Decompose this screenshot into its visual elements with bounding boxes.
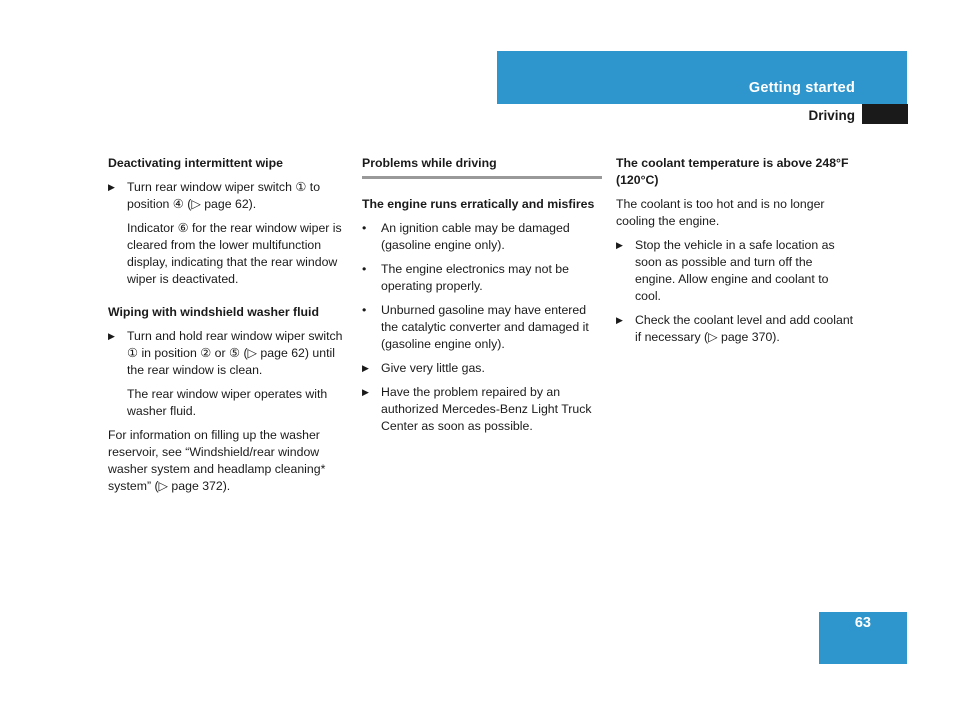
- column-2: [362, 155, 602, 442]
- step-arrow-icon: ▶: [362, 387, 369, 397]
- paragraph: Indicator ⑥ for the rear window wiper is cleared from the lower multifunction display, indicating that the rear window wiper is deactivated.: [127, 221, 342, 286]
- bullet-icon: •: [362, 303, 367, 317]
- step-item: [108, 328, 348, 379]
- step-text: Stop the vehicle in a safe location as soon as possible and turn off the engine. Allow engine and coolant to cool.: [635, 238, 835, 303]
- step-text: Turn and hold rear window wiper switch ① in position ② or ⑤ (▷ page 62) until the rear window is clean.: [127, 329, 343, 377]
- step-item: [108, 179, 348, 213]
- bullet-text: The engine electronics may not be operating properly.: [381, 262, 569, 293]
- bullet-item: [362, 302, 602, 353]
- step-item: [362, 360, 602, 377]
- step-arrow-icon: ▶: [616, 315, 623, 325]
- section-title: Getting started: [748, 80, 855, 96]
- step-text: Turn rear window wiper switch ① to position ④ (▷ page 62).: [127, 180, 321, 211]
- step-text: Give very little gas.: [381, 361, 485, 375]
- heading-wiping-with-washer-fluid: Wiping with windshield washer fluid: [108, 305, 319, 319]
- bullet-item: [362, 261, 602, 295]
- bullet-text: An ignition cable may be damaged (gasoline engine only).: [381, 221, 570, 252]
- step-arrow-icon: ▶: [616, 240, 623, 250]
- paragraph: The rear window wiper operates with washer fluid.: [127, 387, 328, 418]
- column-1: [108, 155, 348, 502]
- bullet-item: [362, 220, 602, 254]
- bullet-icon: •: [362, 262, 367, 276]
- step-item: [616, 312, 856, 346]
- column-3: [616, 155, 856, 353]
- bullet-text: Unburned gasoline may have entered the catalytic converter and damaged it (gasoline engine only).: [381, 303, 589, 351]
- heading-deactivating-intermittent-wipe: Deactivating intermittent wipe: [108, 156, 283, 170]
- heading-coolant-temperature: The coolant temperature is above 248°F (120°C): [616, 156, 849, 187]
- step-text: Have the problem repaired by an authorized Mercedes-Benz Light Truck Center as soon as possible.: [381, 385, 592, 433]
- step-item: [616, 237, 856, 305]
- step-arrow-icon: ▶: [108, 331, 115, 341]
- step-arrow-icon: ▶: [108, 182, 115, 192]
- paragraph: For information on filling up the washer reservoir, see “Windshield/rear window washer system and headlamp cleaning* system” (▷ page 372).: [108, 428, 326, 493]
- step-item: [362, 384, 602, 435]
- heading-engine-runs-erratically: The engine runs erratically and misfires: [362, 197, 595, 211]
- subsection-marker: [862, 104, 908, 124]
- subsection-title: Driving: [808, 108, 855, 123]
- header-band: [497, 51, 907, 104]
- heading-problems-while-driving: Problems while driving: [362, 155, 602, 179]
- bullet-icon: •: [362, 221, 367, 235]
- page-number: 63: [854, 615, 871, 631]
- step-text: Check the coolant level and add coolant if necessary (▷ page 370).: [635, 313, 854, 344]
- paragraph: The coolant is too hot and is no longer cooling the engine.: [616, 197, 825, 228]
- step-arrow-icon: ▶: [362, 363, 369, 373]
